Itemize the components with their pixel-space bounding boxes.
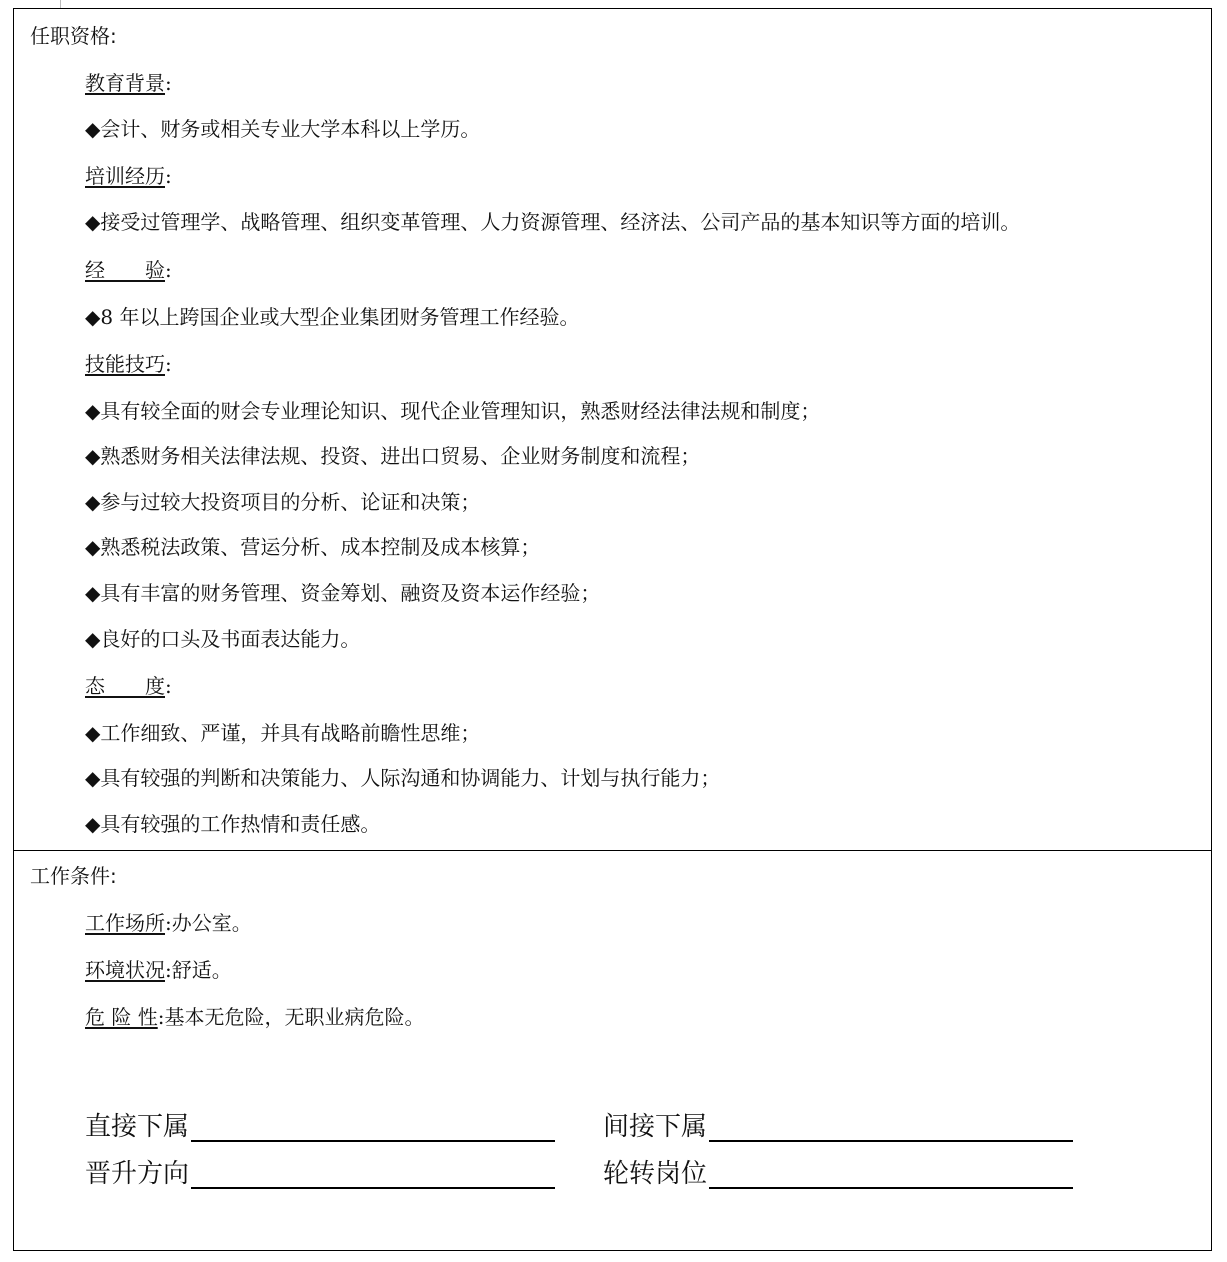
rotation-position-blank[interactable] xyxy=(709,1159,1073,1189)
list-item: ◆工作细致、严谨，并具有战略前瞻性思维； xyxy=(85,721,481,745)
attitude-heading: 态 度: xyxy=(85,674,172,698)
promotion-path-blank[interactable] xyxy=(191,1159,555,1189)
skills-heading: 技能技巧: xyxy=(85,352,172,376)
job-description-table xyxy=(13,8,1212,1251)
diamond-bullet-icon: ◆ xyxy=(85,766,101,790)
diamond-bullet-icon: ◆ xyxy=(85,444,101,468)
list-item: ◆具有较强的判断和决策能力、人际沟通和协调能力、计划与执行能力； xyxy=(85,766,721,790)
direct-subordinate-field[interactable]: 直接下属 xyxy=(85,1112,555,1142)
conditions-cell xyxy=(14,850,1211,1250)
list-item: ◆良好的口头及书面表达能力。 xyxy=(85,627,361,651)
education-heading: 教育背景: xyxy=(85,71,172,95)
experience-heading: 经 验: xyxy=(85,258,172,282)
training-heading: 培训经历: xyxy=(85,164,172,188)
diamond-bullet-icon: ◆ xyxy=(85,627,101,651)
condition-row: 环境状况:舒适。 xyxy=(85,958,232,982)
diamond-bullet-icon: ◆ xyxy=(85,581,101,605)
diamond-bullet-icon: ◆ xyxy=(85,305,101,329)
diamond-bullet-icon: ◆ xyxy=(85,399,101,423)
list-item: ◆8 年以上跨国企业或大型企业集团财务管理工作经验。 xyxy=(85,305,580,329)
list-item: ◆具有较强的工作热情和责任感。 xyxy=(85,812,381,836)
indirect-subordinate-field[interactable]: 间接下属 xyxy=(603,1112,1073,1142)
indirect-subordinate-blank[interactable] xyxy=(709,1112,1073,1142)
condition-row: 工作场所:办公室。 xyxy=(85,911,252,935)
diamond-bullet-icon: ◆ xyxy=(85,721,101,745)
list-item: ◆熟悉财务相关法律法规、投资、进出口贸易、企业财务制度和流程； xyxy=(85,444,701,468)
rotation-position-field[interactable]: 轮转岗位 xyxy=(603,1159,1073,1189)
direct-subordinate-blank[interactable] xyxy=(191,1112,555,1142)
diamond-bullet-icon: ◆ xyxy=(85,812,101,836)
list-item: ◆接受过管理学、战略管理、组织变革管理、人力资源管理、经济法、公司产品的基本知识等方面的培训。 xyxy=(85,210,1021,234)
qualifications-cell xyxy=(14,9,1211,851)
promotion-path-field[interactable]: 晋升方向 xyxy=(85,1159,555,1189)
list-item: ◆熟悉税法政策、营运分析、成本控制及成本核算； xyxy=(85,535,541,559)
list-item: ◆会计、财务或相关专业大学本科以上学历。 xyxy=(85,117,481,141)
diamond-bullet-icon: ◆ xyxy=(85,490,101,514)
condition-row: 危 险 性:基本无危险，无职业病危险。 xyxy=(85,1005,425,1029)
list-item: ◆参与过较大投资项目的分析、论证和决策； xyxy=(85,490,481,514)
list-item: ◆具有丰富的财务管理、资金筹划、融资及资本运作经验； xyxy=(85,581,601,605)
qualifications-title: 任职资格: xyxy=(30,24,117,48)
conditions-title: 工作条件: xyxy=(30,864,117,888)
diamond-bullet-icon: ◆ xyxy=(85,535,101,559)
list-item: ◆具有较全面的财会专业理论知识、现代企业管理知识，熟悉财经法律法规和制度； xyxy=(85,399,821,423)
diamond-bullet-icon: ◆ xyxy=(85,210,101,234)
diamond-bullet-icon: ◆ xyxy=(85,117,101,141)
page-margin-mark xyxy=(60,0,61,8)
